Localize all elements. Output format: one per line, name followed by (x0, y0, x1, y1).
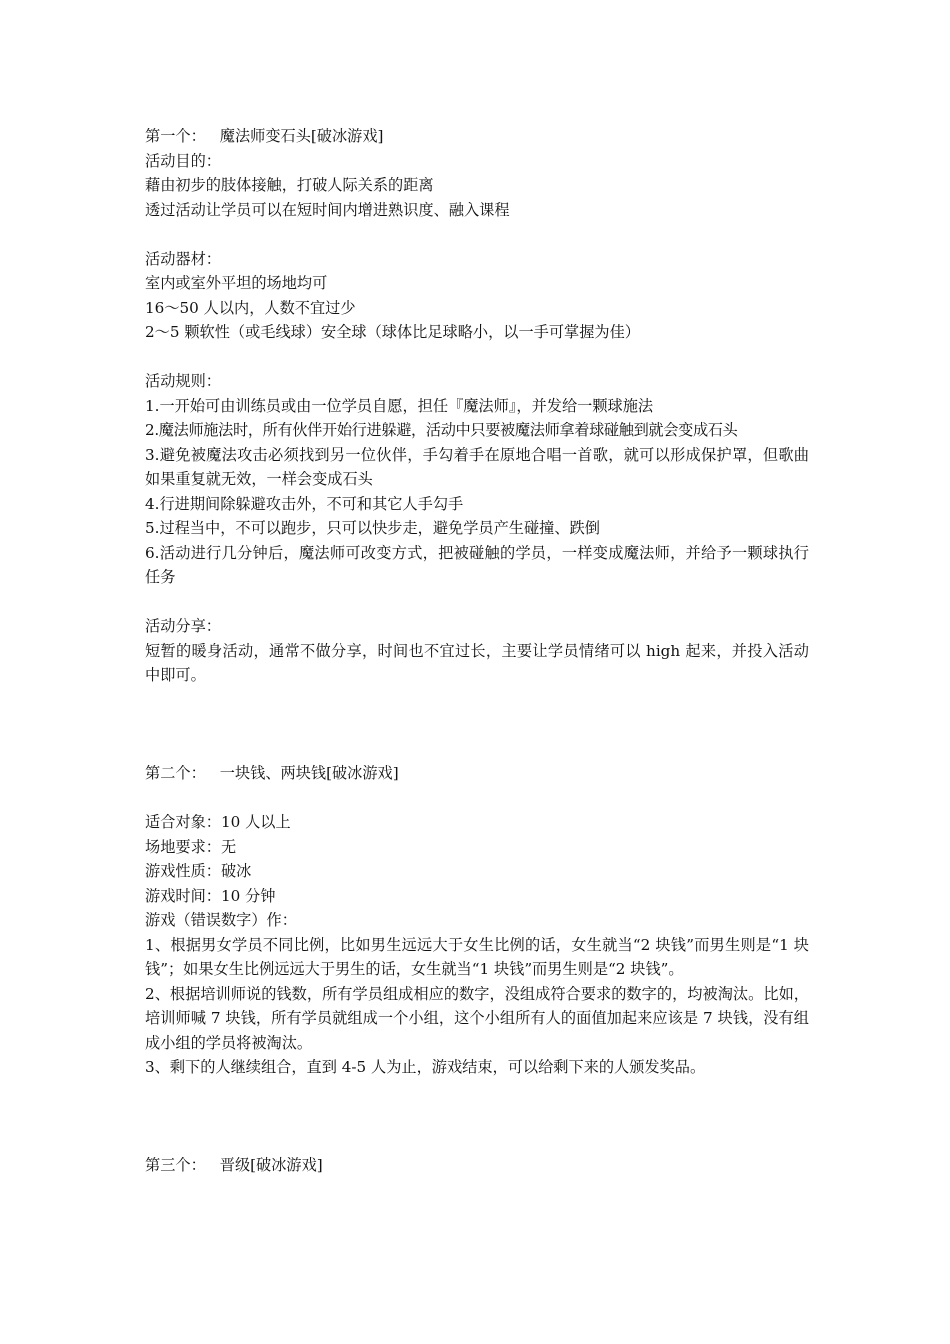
step-item: 1、根据男女学员不同比例，比如男生远远大于女生比例的话，女生就当“2 块钱”而男生则是“1 块钱”；如果女生比例远远大于男生的话，女生就当“1 块钱”而男生则是“2 块钱”。 (145, 935, 809, 978)
game1-prefix: 第一个： (145, 127, 206, 145)
share-heading: 活动分享： (145, 617, 221, 635)
game3-heading (145, 1153, 809, 1178)
purpose-line: 透过活动让学员可以在短时间内增进熟识度、融入课程 (145, 200, 510, 219)
game2-heading (145, 761, 809, 786)
rules-heading: 活动规则： (145, 372, 221, 390)
game3-title: 晋级[破冰游戏] (219, 1156, 323, 1174)
info-line: 游戏时间：10 分钟 (145, 886, 276, 905)
info-line: 游戏（错误数字）作： (145, 911, 297, 929)
rule-item: 2.魔法师施法时，所有伙伴开始行进躲避，活动中只要被魔法师拿着球碰触到就会变成石头 (145, 421, 738, 439)
game1-title: 魔法师变石头[破冰游戏] (219, 127, 384, 145)
info-line: 游戏性质：破冰 (145, 862, 252, 880)
rule-item: 3.避免被魔法攻击必须找到另一位伙伴，手勾着手在原地合唱一首歌，就可以形成保护罩，但歌曲如果重复就无效，一样会变成石头 (145, 445, 809, 488)
game1-heading (145, 124, 809, 149)
game3-prefix: 第三个： (145, 1156, 206, 1174)
rule-item: 4.行进期间除躲避攻击外，不可和其它人手勾手 (145, 494, 464, 513)
equipment-line: 室内或室外平坦的场地均可 (145, 274, 328, 292)
info-line: 适合对象：10 人以上 (145, 813, 291, 831)
equipment-heading: 活动器材： (145, 249, 221, 268)
document-page (145, 124, 809, 1178)
rule-item: 1.一开始可由训练员或由一位学员自愿，担任『魔法师』，并发给一颗球施法 (145, 396, 654, 415)
rule-item: 5.过程当中，不可以跑步，只可以快步走，避免学员产生碰撞、跌倒 (145, 519, 600, 537)
game2-title: 一块钱、两块钱[破冰游戏] (219, 764, 399, 782)
rule-item: 6.活动进行几分钟后，魔法师可改变方式，把被碰触的学员，一样变成魔法师，并给予一颗球执行任务 (145, 543, 809, 586)
game2-prefix: 第二个： (145, 764, 206, 782)
equipment-line: 16～50 人以内，人数不宜过少 (145, 298, 356, 317)
purpose-heading: 活动目的： (145, 151, 221, 170)
info-line: 场地要求：无 (145, 837, 237, 856)
purpose-line: 藉由初步的肢体接触，打破人际关系的距离 (145, 176, 434, 194)
equipment-line: 2～5 颗软性（或毛线球）安全球（球体比足球略小，以一手可掌握为佳） (145, 323, 640, 341)
share-text: 短暂的暖身活动，通常不做分享，时间也不宜过长，主要让学员情绪可以 high 起来，并投入活动中即可。 (145, 641, 809, 684)
step-item: 2、根据培训师说的钱数，所有学员组成相应的数字，没组成符合要求的数字的，均被淘汰。比如，培训师喊 7 块钱，所有学员就组成一个小组，这个小组所有人的面值加起来应该是 7 块钱，没有组成小组的学员将被淘汰。 (145, 984, 809, 1052)
step-item: 3、剩下的人继续组合，直到 4-5 人为止，游戏结束，可以给剩下来的人颁发奖品。 (145, 1058, 706, 1076)
